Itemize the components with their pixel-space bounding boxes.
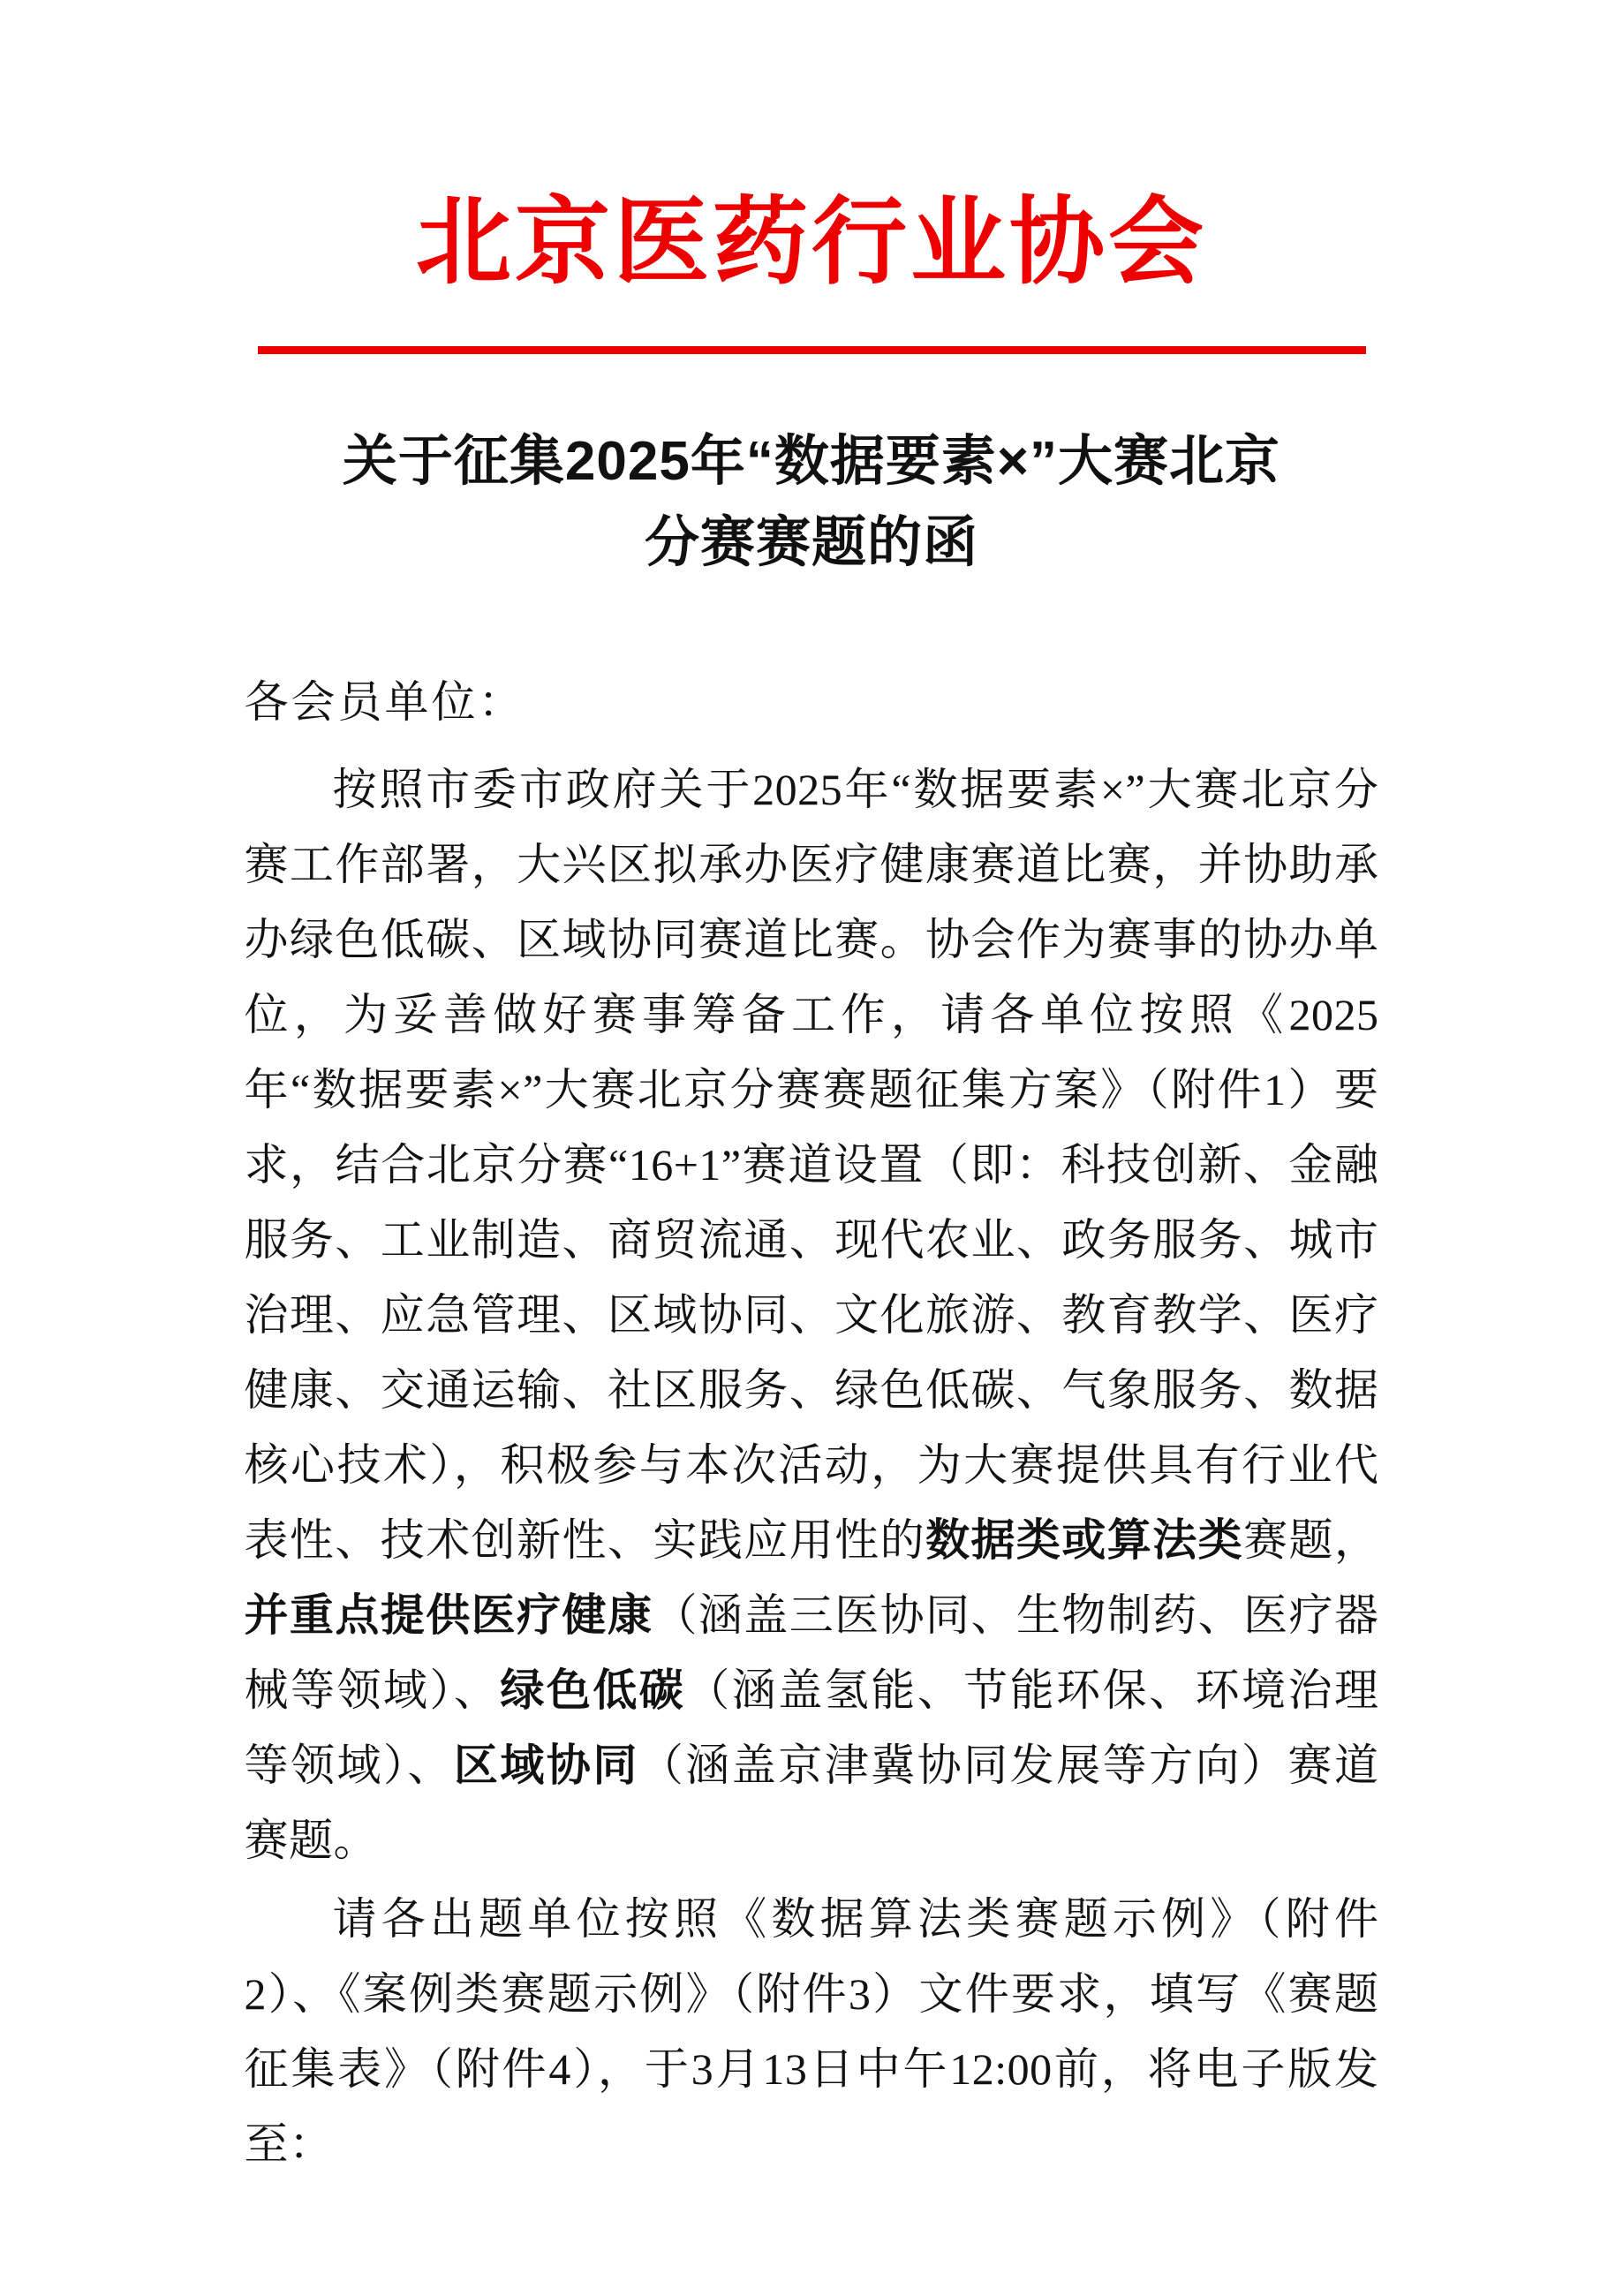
paragraph-1-segment-3: （涵盖三医协同、生物制药、医疗器械等领域）、 <box>244 1590 1379 1715</box>
organization-name: 北京医药行业协会 <box>415 188 1207 295</box>
paragraph-1-segment-2: 赛题， <box>1243 1514 1379 1565</box>
letterhead-divider-rule <box>258 346 1366 354</box>
page-title <box>246 354 1377 584</box>
body-paragraph-2: 请各出题单位按照《数据算法类赛题示例》（附件2）、《案例类赛题示例》（附件3）文件要求，填写《赛题征集表》（附件4），于3月13日中午12:00前，将电子版发至： <box>244 1893 1379 2169</box>
letterhead <box>0 0 1623 354</box>
paragraph-1-bold-1: 数据类或算法类 <box>925 1514 1244 1565</box>
paragraph-1-bold-2: 并重点提供医疗健康 <box>244 1590 653 1640</box>
body-paragraph-1 <box>245 752 1379 1878</box>
page-title-line-2: 分赛赛题的函 <box>644 511 978 573</box>
paragraph-1-segment-4: （涵盖氢能、节能环保、环境治理等领域）、 <box>244 1665 1379 1790</box>
page-title-line-1: 关于征集2025年“数据要素×”大赛北京 <box>342 431 1281 493</box>
paragraph-1-bold-3: 绿色低碳 <box>500 1665 686 1715</box>
salutation: 各会员单位： <box>244 676 525 727</box>
document-body <box>245 584 1379 2182</box>
paragraph-1-bold-4: 区域协同 <box>453 1740 639 1790</box>
paragraph-1-segment-1: 按照市委市政府关于2025年“数据要素×”大赛北京分赛工作部署，大兴区拟承办医疗健康赛道比赛，并协助承办绿色低碳、区域协同赛道比赛。协会作为赛事的协办单位，为妥善做好赛事筹备工作，请各单位按照《2025年“数据要素×”大赛北京分赛赛题征集方案》（附件1）要求，结合北京分赛“16+1”赛道设置（即：科技创新、金融服务、工业制造、商贸流通、现代农业、政务服务、城市治理、应急管理、区域协同、文化旅游、教育教学、医疗健康、交通运输、社区服务、绿色低碳、气象服务、数据核心技术），积极参与本次活动，为大赛提供具有行业代表性、技术创新性、实践应用性的 <box>244 764 1379 1565</box>
paragraph-1-segment-5: （涵盖京津冀协同发展等方向）赛道赛题。 <box>244 1740 1379 1865</box>
